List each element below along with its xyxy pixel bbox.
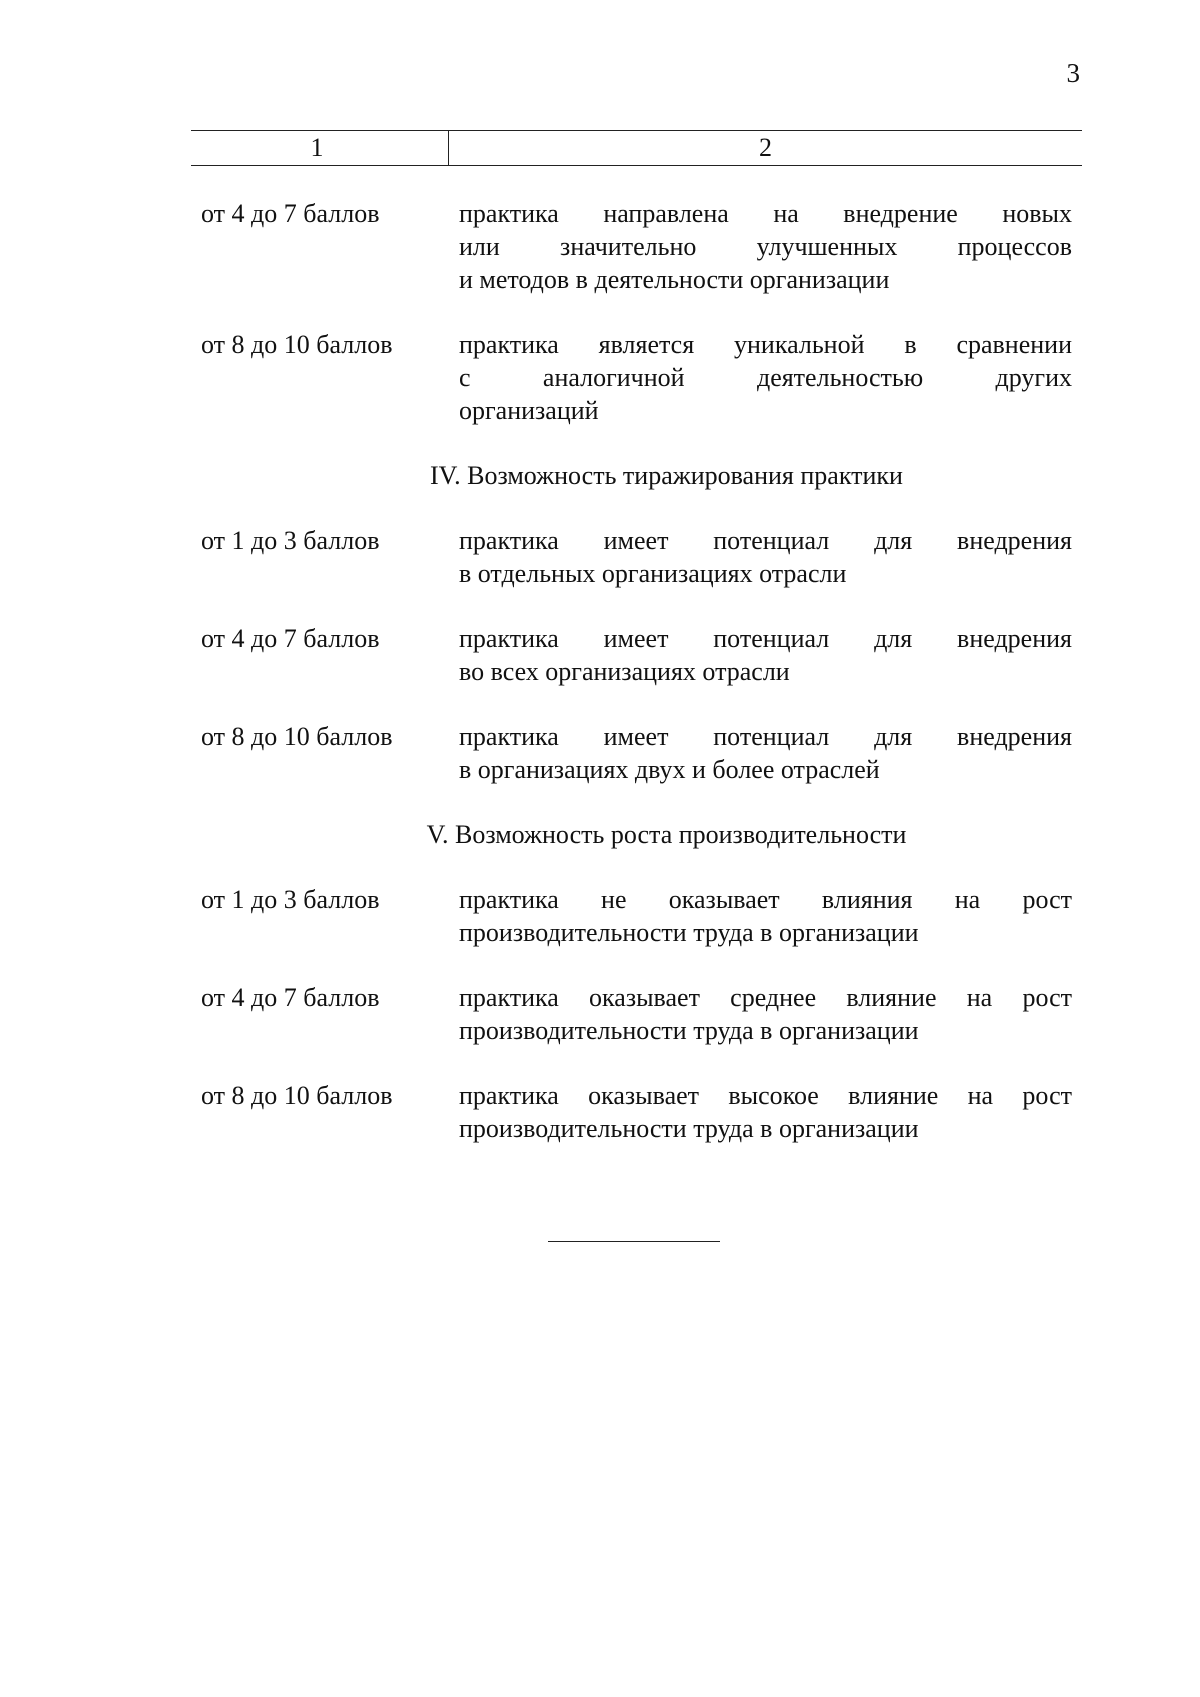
description-line: практика имеет потенциал для внедрения (459, 624, 1072, 653)
description-line: или значительно улучшенных процессов (459, 232, 1072, 261)
criteria-description (459, 720, 1072, 786)
score-range: от 4 до 7 баллов (201, 983, 380, 1012)
description-line: с аналогичной деятельностью других (459, 363, 1072, 392)
document-body (201, 197, 1072, 1145)
criteria-entry (201, 524, 1072, 590)
description-line: в организациях двух и более отраслей (459, 755, 880, 784)
score-range: от 8 до 10 баллов (201, 722, 393, 751)
score-range: от 8 до 10 баллов (201, 330, 393, 359)
criteria-entry (201, 328, 1072, 427)
section-heading-v: V. Возможность роста производительности (426, 820, 907, 849)
table-header-row (191, 130, 1082, 166)
criteria-entry (201, 197, 1072, 296)
description-line: во всех организациях отрасли (459, 657, 790, 686)
section-heading-iv: IV. Возможность тиражирования практики (430, 461, 903, 490)
description-line: практика не оказывает влияния на рост (459, 885, 1072, 914)
criteria-description (459, 197, 1072, 296)
criteria-description (459, 1079, 1072, 1145)
criteria-description (459, 622, 1072, 688)
criteria-description (459, 328, 1072, 427)
description-line: практика направлена на внедрение новых (459, 199, 1072, 228)
description-line: производительности труда в организации (459, 1016, 919, 1045)
description-line: производительности труда в организации (459, 1114, 919, 1143)
score-range: от 1 до 3 баллов (201, 526, 380, 555)
criteria-description (459, 883, 1072, 949)
criteria-description (459, 524, 1072, 590)
criteria-entry (201, 1079, 1072, 1145)
criteria-entry (201, 622, 1072, 688)
end-of-document-rule (548, 1241, 720, 1242)
table-header-col-1: 1 (191, 131, 449, 165)
description-line: практика имеет потенциал для внедрения (459, 526, 1072, 555)
description-line: практика оказывает среднее влияние на рост (459, 983, 1072, 1012)
table-header-col-2: 2 (759, 133, 772, 162)
description-line: организаций (459, 396, 599, 425)
criteria-description (459, 981, 1072, 1047)
criteria-entry (201, 720, 1072, 786)
criteria-entry (201, 981, 1072, 1047)
description-line: практика оказывает высокое влияние на рост (459, 1081, 1072, 1110)
score-range: от 4 до 7 баллов (201, 199, 380, 228)
description-line: в отдельных организациях отрасли (459, 559, 847, 588)
criteria-entry (201, 883, 1072, 949)
score-range: от 8 до 10 баллов (201, 1081, 393, 1110)
description-line: и методов в деятельности организации (459, 265, 890, 294)
description-line: практика является уникальной в сравнении (459, 330, 1072, 359)
description-line: практика имеет потенциал для внедрения (459, 722, 1072, 751)
score-range: от 1 до 3 баллов (201, 885, 380, 914)
description-line: производительности труда в организации (459, 918, 919, 947)
score-range: от 4 до 7 баллов (201, 624, 380, 653)
page-number: 3 (1066, 58, 1080, 88)
